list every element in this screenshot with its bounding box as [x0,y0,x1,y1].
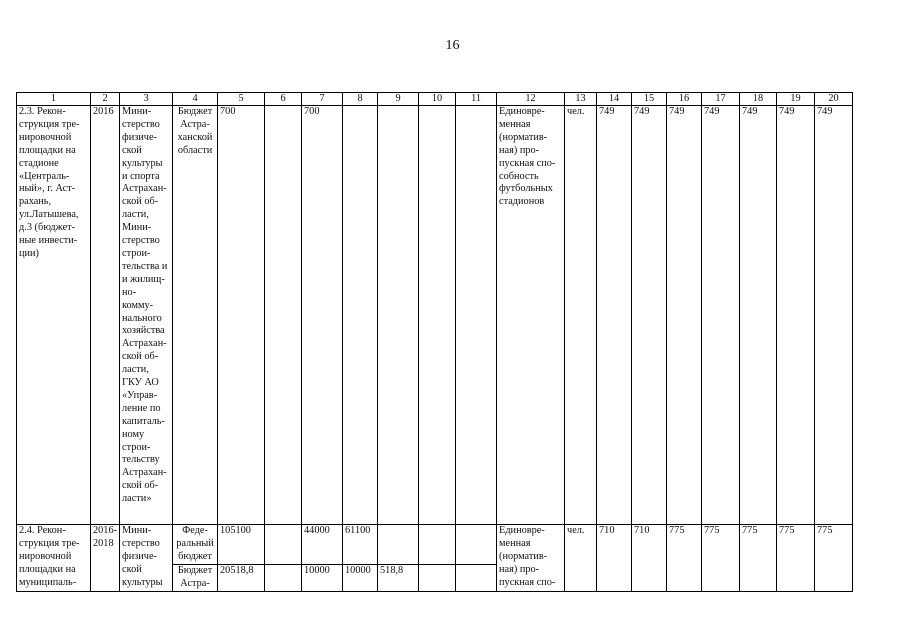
item-cell: 2.4. Рекон- струкция тре- нировочной площадки на муниципаль- [17,525,91,592]
col-header: 7 [302,93,343,106]
indicator-value-cell: 710 [597,525,632,592]
indicator-value-cell: 775 [667,525,702,592]
value-cell [265,525,302,565]
indicator-value-cell: 749 [597,106,632,525]
funding-source-cell: Феде- ральный бюджет [173,525,218,565]
year-cell: 2016- 2018 [91,525,120,592]
indicator-value-cell: 749 [702,106,740,525]
col-header: 12 [497,93,565,106]
value-cell [265,106,302,525]
col-header: 15 [632,93,667,106]
col-header: 18 [740,93,777,106]
col-header: 11 [456,93,497,106]
value-cell: 518,8 [378,564,419,591]
value-cell: 20518,8 [218,564,265,591]
funding-source-cell: Бюджет Астра- ханской области [173,106,218,525]
col-header: 16 [667,93,702,106]
indicator-value-cell: 775 [815,525,853,592]
col-header: 2 [91,93,120,106]
indicator-value-cell: 775 [777,525,815,592]
col-header: 10 [419,93,456,106]
indicator-value-cell: 749 [740,106,777,525]
executor-cell: Мини- стерство физиче- ской культуры [120,525,173,592]
col-header: 9 [378,93,419,106]
col-header: 17 [702,93,740,106]
value-cell [456,564,497,591]
year-cell: 2016 [91,106,120,525]
value-cell [419,564,456,591]
indicator-value-cell: 775 [740,525,777,592]
col-header: 20 [815,93,853,106]
value-cell [419,525,456,565]
value-cell [378,525,419,565]
value-cell [456,525,497,565]
page-number: 16 [445,38,460,53]
col-header: 19 [777,93,815,106]
value-cell [343,106,378,525]
value-cell: 700 [302,106,343,525]
value-cell: 61100 [343,525,378,565]
col-header: 4 [173,93,218,106]
table-row [17,106,853,525]
col-header: 1 [17,93,91,106]
value-cell [378,106,419,525]
item-cell: 2.3. Рекон- струкция тре- нировочной площадки на стадионе «Централь- ный», г. Аст- рахань, ул.Латышева, д.3 (бюджет- ные инвести- ции) [17,106,91,525]
indicator-value-cell: 710 [632,525,667,592]
indicator-value-cell: 749 [667,106,702,525]
col-header: 3 [120,93,173,106]
unit-cell: чел. [565,525,597,592]
col-header: 13 [565,93,597,106]
value-cell [456,106,497,525]
executor-cell: Мини- стерство физиче- ской культуры и спорта Астрахан- ской об- ласти, Мини- стерство строи- тельства и и жилищ- но- комму- нального хозяйства Астрахан- ской об- ласти, ГКУ АО «Управ- ление по капиталь- ному строи- тельству Астрахан- ской об- ласти» [120,106,173,525]
unit-cell: чел. [565,106,597,525]
col-header: 8 [343,93,378,106]
indicator-value-cell: 749 [632,106,667,525]
value-cell: 10000 [302,564,343,591]
program-table [16,92,853,592]
value-cell [419,106,456,525]
funding-source-cell: Бюджет Астра- [173,564,218,591]
value-cell: 44000 [302,525,343,565]
value-cell: 105100 [218,525,265,565]
value-cell [265,564,302,591]
value-cell: 10000 [343,564,378,591]
header-row [17,93,853,106]
col-header: 5 [218,93,265,106]
indicator-cell: Единовре- менная (норматив- ная) про- пускная спо- [497,525,565,592]
indicator-value-cell: 749 [777,106,815,525]
indicator-value-cell: 775 [702,525,740,592]
col-header: 6 [265,93,302,106]
value-cell: 700 [218,106,265,525]
indicator-cell: Единовре- менная (норматив- ная) про- пускная спо- собность футбольных стадионов [497,106,565,525]
col-header: 14 [597,93,632,106]
indicator-value-cell: 749 [815,106,853,525]
